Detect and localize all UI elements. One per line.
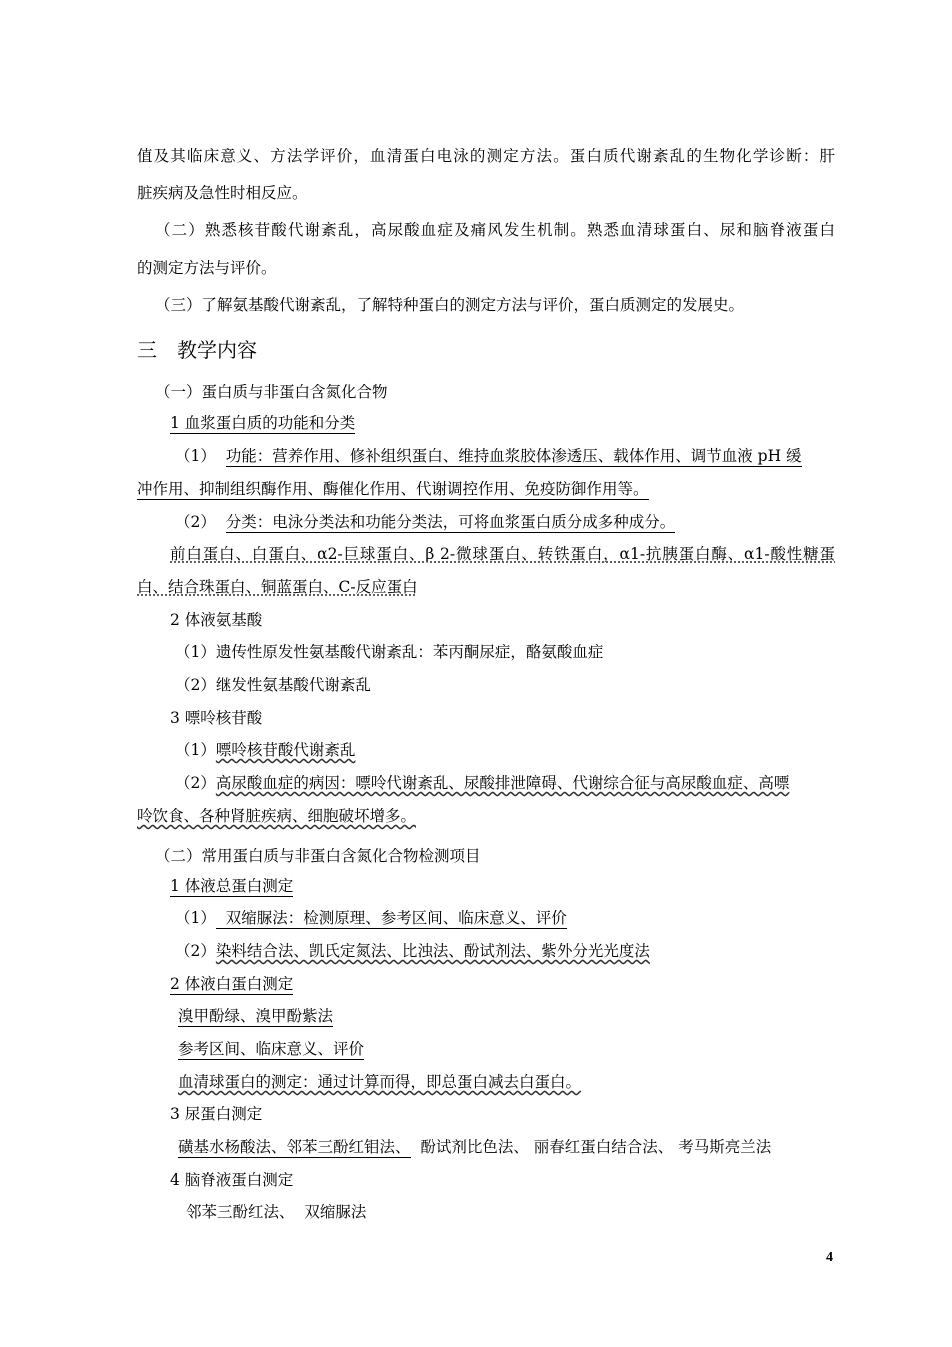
item-title: 2 体液氨基酸 <box>170 611 263 629</box>
item-title: 1 血浆蛋白质的功能和分类 <box>170 414 356 432</box>
list-item: （1） 双缩脲法：检测原理、参考区间、临床意义、评价 <box>175 909 567 927</box>
item-title: 4 脑脊液蛋白测定 <box>170 1171 294 1189</box>
subsection-title: （二）常用蛋白质与非蛋白含氮化合物检测项目 <box>155 847 481 865</box>
item-title: 2 体液白蛋白测定 <box>170 975 294 993</box>
list-item-cont: 冲作用、抑制组织酶作用、酶催化作用、代谢调控作用、免疫防御作用等。 <box>137 480 649 498</box>
page-number: 4 <box>826 1250 833 1265</box>
list-item: （2） 分类：电泳分类法和功能分类法，可将血浆蛋白质分成多种成分。 <box>175 513 676 531</box>
section-heading: 三 教学内容 <box>137 338 257 362</box>
list-item-cont: 呤饮食、各种肾脏疾病、细胞破坏增多。 <box>137 807 417 825</box>
text-line: 的测定方法与评价。 <box>137 259 277 277</box>
list-item: 邻苯三酚红法、 双缩脲法 <box>186 1203 367 1221</box>
list-item: （1）嘌呤核苷酸代谢紊乱 <box>175 741 356 759</box>
text-line: 脏疾病及急性时相反应。 <box>137 184 308 202</box>
list-item: （1） 功能：营养作用、修补组织蛋白、维持血浆胶体渗透压、载体作用、调节血液 pH 缓 <box>175 447 802 465</box>
list-item: （2）染料结合法、凯氏定氮法、比浊法、酚试剂法、紫外分光光度法 <box>175 942 650 960</box>
item-title: 3 尿蛋白测定 <box>170 1105 263 1123</box>
list-item: （1）遗传性原发性氨基酸代谢紊乱：苯丙酮尿症，酪氨酸血症 <box>175 643 604 661</box>
text-line: 白、结合珠蛋白、铜蓝蛋白、C-反应蛋白 <box>137 578 418 596</box>
list-item: 磺基水杨酸法、邻苯三酚红钼法、 酚试剂比色法、 丽春红蛋白结合法、 考马斯亮兰法 <box>178 1138 772 1156</box>
text-line: （三）了解氨基酸代谢紊乱，了解特种蛋白的测定方法与评价，蛋白质测定的发展史。 <box>155 296 745 314</box>
list-item: 参考区间、临床意义、评价 <box>178 1040 365 1058</box>
list-item: （2）高尿酸血症的病因：嘌呤代谢紊乱、尿酸排泄障碍、代谢综合征与高尿酸血症、高嘌 <box>175 774 790 792</box>
list-item: （2）继发性氨基酸代谢紊乱 <box>175 676 371 694</box>
list-item: 血清球蛋白的测定：通过计算而得，即总蛋白减去白蛋白。 <box>178 1073 582 1091</box>
text-line: 前白蛋白、白蛋白、α2-巨球蛋白、β 2-微球蛋白、转铁蛋白，α1-抗胰蛋白酶、α1-酸性糖蛋 <box>170 545 835 563</box>
subsection-title: （一）蛋白质与非蛋白含氮化合物 <box>155 383 388 401</box>
item-title: 1 体液总蛋白测定 <box>170 877 294 895</box>
item-title: 3 嘌呤核苷酸 <box>170 709 263 727</box>
list-item: 溴甲酚绿、溴甲酚紫法 <box>178 1007 334 1025</box>
text-line: （二）熟悉核苷酸代谢紊乱，高尿酸血症及痛风发生机制。熟悉血清球蛋白、尿和脑脊液蛋白 <box>155 221 835 239</box>
text-line: 值及其临床意义、方法学评价，血清蛋白电泳的测定方法。蛋白质代谢紊乱的生物化学诊断：肝 <box>137 147 835 165</box>
